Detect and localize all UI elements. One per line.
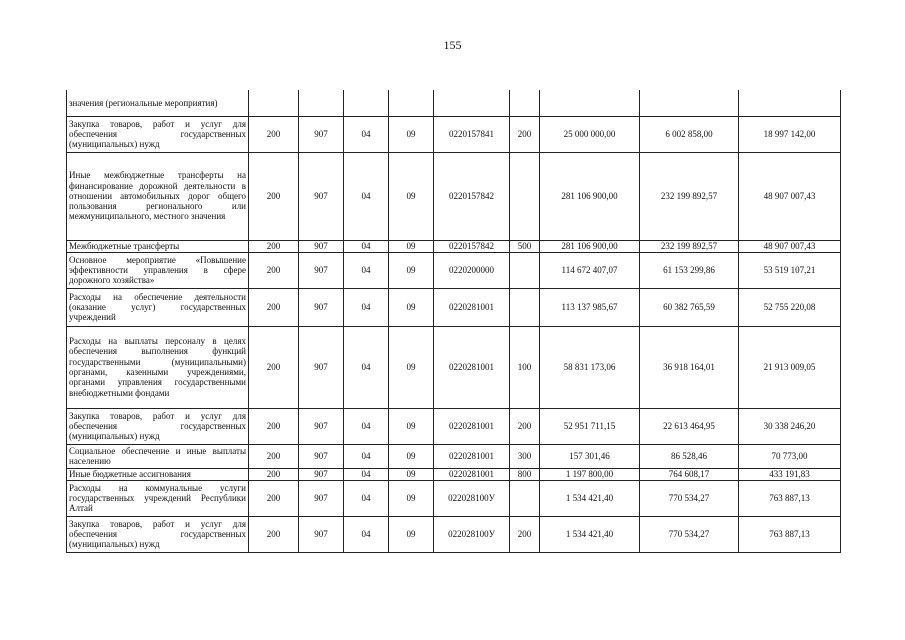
vr-code: 200 xyxy=(510,116,540,152)
vr-code xyxy=(510,288,540,326)
executed-cell: 22 613 464,95 xyxy=(640,408,739,444)
vr-code: 100 xyxy=(510,326,540,408)
vr-code xyxy=(510,90,540,116)
ministry-code: 907 xyxy=(299,152,344,240)
amount-cell: 52 951 711,15 xyxy=(540,408,640,444)
remainder-cell: 763 887,13 xyxy=(739,480,841,516)
table-row xyxy=(67,252,841,288)
pr-code: 09 xyxy=(389,152,434,240)
table-row xyxy=(67,408,841,444)
row-name: Расходы на обеспечение деятельности (оказание услуг) государственных учреждений xyxy=(67,288,249,326)
vr-code xyxy=(510,252,540,288)
rz-code: 04 xyxy=(344,152,389,240)
remainder-cell: 52 755 220,08 xyxy=(739,288,841,326)
row-name: Межбюджетные трансферты xyxy=(67,240,249,252)
executed-cell: 60 382 765,59 xyxy=(640,288,739,326)
remainder-cell: 763 887,13 xyxy=(739,516,841,552)
csr-code: 0220157841 xyxy=(434,116,510,152)
section-code: 200 xyxy=(249,116,299,152)
table-row xyxy=(67,516,841,552)
table-row xyxy=(67,116,841,152)
amount-cell: 25 000 000,00 xyxy=(540,116,640,152)
amount-cell: 1 197 800,00 xyxy=(540,468,640,480)
vr-code: 800 xyxy=(510,468,540,480)
executed-cell: 232 199 892,57 xyxy=(640,152,739,240)
amount-cell: 281 106 900,00 xyxy=(540,240,640,252)
executed-cell: 6 002 858,00 xyxy=(640,116,739,152)
executed-cell: 764 608,17 xyxy=(640,468,739,480)
ministry-code: 907 xyxy=(299,116,344,152)
amount-cell: 1 534 421,40 xyxy=(540,516,640,552)
table-row xyxy=(67,288,841,326)
remainder-cell: 48 907 007,43 xyxy=(739,152,841,240)
rz-code: 04 xyxy=(344,116,389,152)
section-code: 200 xyxy=(249,326,299,408)
rz-code: 04 xyxy=(344,408,389,444)
budget-table xyxy=(66,90,841,553)
table-row xyxy=(67,326,841,408)
rz-code: 04 xyxy=(344,444,389,468)
vr-code: 200 xyxy=(510,408,540,444)
section-code: 200 xyxy=(249,444,299,468)
ministry-code xyxy=(299,90,344,116)
amount-cell: 58 831 173,06 xyxy=(540,326,640,408)
csr-code: 0220157842 xyxy=(434,240,510,252)
row-name: Иные межбюджетные трансферты на финансирование дорожной деятельности в отношении автомобильных дорог общего пользования регионального или межмуниципального, местного значения xyxy=(67,152,249,240)
row-name: Закупка товаров, работ и услуг для обеспечения государственных (муниципальных) нужд xyxy=(67,116,249,152)
row-name: Основное мероприятие «Повышение эффективности управления в сфере дорожного хозяйства» xyxy=(67,252,249,288)
rz-code: 04 xyxy=(344,240,389,252)
row-name: Закупка товаров, работ и услуг для обеспечения государственных (муниципальных) нужд xyxy=(67,408,249,444)
amount-cell: 114 672 407,07 xyxy=(540,252,640,288)
pr-code xyxy=(389,90,434,116)
pr-code: 09 xyxy=(389,240,434,252)
table-row xyxy=(67,468,841,480)
remainder-cell xyxy=(739,90,841,116)
amount-cell xyxy=(540,90,640,116)
ministry-code: 907 xyxy=(299,516,344,552)
executed-cell: 232 199 892,57 xyxy=(640,240,739,252)
row-name: Иные бюджетные ассигнования xyxy=(67,468,249,480)
page-number: 155 xyxy=(443,38,462,52)
csr-code: 0220281001 xyxy=(434,408,510,444)
pr-code: 09 xyxy=(389,116,434,152)
pr-code: 09 xyxy=(389,288,434,326)
vr-code: 300 xyxy=(510,444,540,468)
remainder-cell: 30 338 246,20 xyxy=(739,408,841,444)
row-name: Расходы на выплаты персоналу в целях обеспечения выполнения функций государственными (муниципальными) органами, казенными учреждениями, органами управления государственными внебюджетными фондами xyxy=(67,326,249,408)
amount-cell: 113 137 985,67 xyxy=(540,288,640,326)
pr-code: 09 xyxy=(389,408,434,444)
pr-code: 09 xyxy=(389,480,434,516)
amount-cell: 281 106 900,00 xyxy=(540,152,640,240)
row-name: Социальное обеспечение и иные выплаты населению xyxy=(67,444,249,468)
csr-code: 0220157842 xyxy=(434,152,510,240)
executed-cell: 61 153 299,86 xyxy=(640,252,739,288)
vr-code xyxy=(510,480,540,516)
ministry-code: 907 xyxy=(299,444,344,468)
csr-code: 0220281001 xyxy=(434,288,510,326)
ministry-code: 907 xyxy=(299,468,344,480)
table-row xyxy=(67,444,841,468)
executed-cell: 770 534,27 xyxy=(640,480,739,516)
remainder-cell: 433 191,83 xyxy=(739,468,841,480)
csr-code xyxy=(434,90,510,116)
csr-code: 0220281001 xyxy=(434,468,510,480)
table-row xyxy=(67,240,841,252)
remainder-cell: 18 997 142,00 xyxy=(739,116,841,152)
remainder-cell: 70 773,00 xyxy=(739,444,841,468)
rz-code xyxy=(344,90,389,116)
amount-cell: 157 301,46 xyxy=(540,444,640,468)
table-row xyxy=(67,90,841,116)
pr-code: 09 xyxy=(389,468,434,480)
ministry-code: 907 xyxy=(299,240,344,252)
csr-code: 022028100У xyxy=(434,516,510,552)
ministry-code: 907 xyxy=(299,480,344,516)
vr-code: 500 xyxy=(510,240,540,252)
section-code: 200 xyxy=(249,152,299,240)
section-code: 200 xyxy=(249,480,299,516)
amount-cell: 1 534 421,40 xyxy=(540,480,640,516)
section-code: 200 xyxy=(249,240,299,252)
rz-code: 04 xyxy=(344,252,389,288)
ministry-code: 907 xyxy=(299,326,344,408)
section-code: 200 xyxy=(249,468,299,480)
section-code: 200 xyxy=(249,516,299,552)
table-row xyxy=(67,480,841,516)
csr-code: 0220200000 xyxy=(434,252,510,288)
pr-code: 09 xyxy=(389,326,434,408)
rz-code: 04 xyxy=(344,468,389,480)
remainder-cell: 48 907 007,43 xyxy=(739,240,841,252)
remainder-cell: 53 519 107,21 xyxy=(739,252,841,288)
ministry-code: 907 xyxy=(299,408,344,444)
ministry-code: 907 xyxy=(299,288,344,326)
rz-code: 04 xyxy=(344,288,389,326)
rz-code: 04 xyxy=(344,480,389,516)
section-code: 200 xyxy=(249,252,299,288)
table-row xyxy=(67,152,841,240)
row-name: значения (региональные мероприятия) xyxy=(67,90,249,116)
row-name: Закупка товаров, работ и услуг для обеспечения государственных (муниципальных) нужд xyxy=(67,516,249,552)
pr-code: 09 xyxy=(389,444,434,468)
csr-code: 0220281001 xyxy=(434,326,510,408)
remainder-cell: 21 913 009,05 xyxy=(739,326,841,408)
rz-code: 04 xyxy=(344,326,389,408)
vr-code: 200 xyxy=(510,516,540,552)
ministry-code: 907 xyxy=(299,252,344,288)
csr-code: 022028100У xyxy=(434,480,510,516)
vr-code xyxy=(510,152,540,240)
executed-cell xyxy=(640,90,739,116)
section-code xyxy=(249,90,299,116)
executed-cell: 770 534,27 xyxy=(640,516,739,552)
executed-cell: 36 918 164,01 xyxy=(640,326,739,408)
rz-code: 04 xyxy=(344,516,389,552)
pr-code: 09 xyxy=(389,252,434,288)
section-code: 200 xyxy=(249,288,299,326)
section-code: 200 xyxy=(249,408,299,444)
csr-code: 0220281001 xyxy=(434,444,510,468)
row-name: Расходы на коммунальные услуги государственных учреждений Республики Алтай xyxy=(67,480,249,516)
pr-code: 09 xyxy=(389,516,434,552)
executed-cell: 86 528,46 xyxy=(640,444,739,468)
